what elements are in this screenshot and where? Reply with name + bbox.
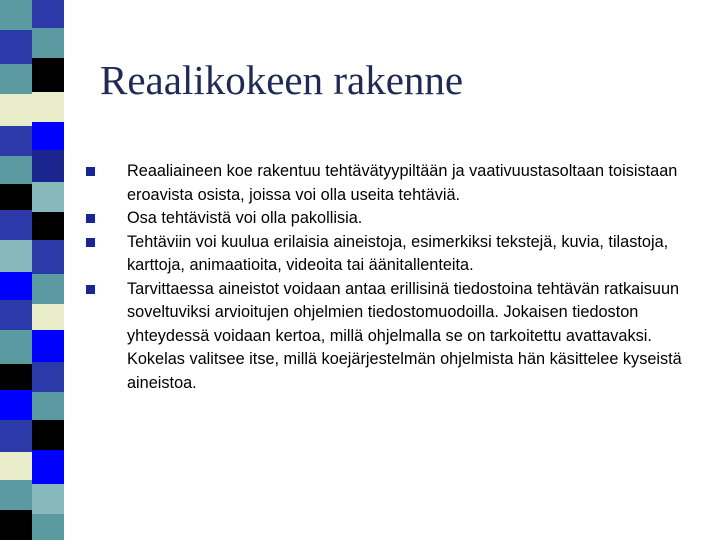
stripe-block (0, 210, 32, 240)
square-bullet-icon (86, 238, 95, 247)
square-bullet-icon (86, 285, 95, 294)
square-bullet-icon (86, 167, 95, 176)
bullet-item (86, 278, 706, 396)
stripe-block (32, 0, 64, 28)
stripe-block (0, 300, 32, 330)
stripe-block (0, 156, 32, 184)
stripe-block (32, 274, 64, 304)
stripe-block (0, 330, 32, 364)
stripe-block (32, 420, 64, 450)
stripe-block (0, 64, 32, 94)
stripe-block (32, 58, 64, 92)
slide-title: Reaalikokeen rakenne (100, 57, 464, 103)
bullet-item (86, 160, 706, 207)
stripe-column-left (0, 0, 32, 540)
stripe-block (0, 510, 32, 540)
stripe-block (32, 330, 64, 362)
stripe-block (0, 272, 32, 300)
stripe-block (0, 126, 32, 156)
stripe-block (32, 240, 64, 274)
stripe-block (32, 28, 64, 58)
stripe-block (0, 452, 32, 480)
stripe-block (32, 182, 64, 212)
decorative-stripe-bar (0, 0, 64, 540)
bullet-text: Osa tehtävistä voi olla pakollisia. (127, 209, 363, 227)
stripe-block (32, 484, 64, 514)
bullet-item (86, 207, 706, 231)
stripe-block (0, 30, 32, 64)
stripe-block (32, 362, 64, 392)
stripe-block (32, 514, 64, 540)
bullet-text: Tarvittaessa aineistot voidaan antaa erillisinä tiedostoina tehtävän ratkaisuun soveltuviksi arvioitujen ohjelmien tiedostomuodoilla. Jokaisen tiedoston yhteydessä voidaan kertoa, millä ohjelmalla se on tarkoitettu avattavaksi. Kokelas valitsee itse, millä koejärjestelmän ohjelmista hän käsittelee kyseistä aineistoa. (127, 279, 682, 392)
stripe-block (32, 392, 64, 420)
stripe-block (0, 364, 32, 390)
stripe-block (0, 420, 32, 452)
bullet-list (86, 160, 706, 395)
bullet-text: Tehtäviin voi kuulua erilaisia aineistoja, esimerkiksi tekstejä, kuvia, tilastoja, karttoja, animaatioita, videoita tai äänitallenteita. (127, 232, 669, 274)
stripe-block (0, 390, 32, 420)
stripe-column-right (32, 0, 64, 540)
stripe-block (0, 0, 32, 30)
stripe-block (0, 184, 32, 210)
stripe-block (32, 92, 64, 122)
stripe-block (0, 480, 32, 510)
stripe-block (32, 150, 64, 182)
stripe-block (0, 240, 32, 272)
stripe-block (32, 304, 64, 330)
bullet-text: Reaaliaineen koe rakentuu tehtävätyypiltään ja vaativuustasoltaan toisistaan eroavista osista, joissa voi olla useita tehtäviä. (127, 162, 678, 204)
bullet-item (86, 231, 706, 278)
stripe-block (32, 212, 64, 240)
square-bullet-icon (86, 214, 95, 223)
stripe-block (32, 122, 64, 150)
stripe-block (32, 450, 64, 484)
stripe-block (0, 94, 32, 126)
